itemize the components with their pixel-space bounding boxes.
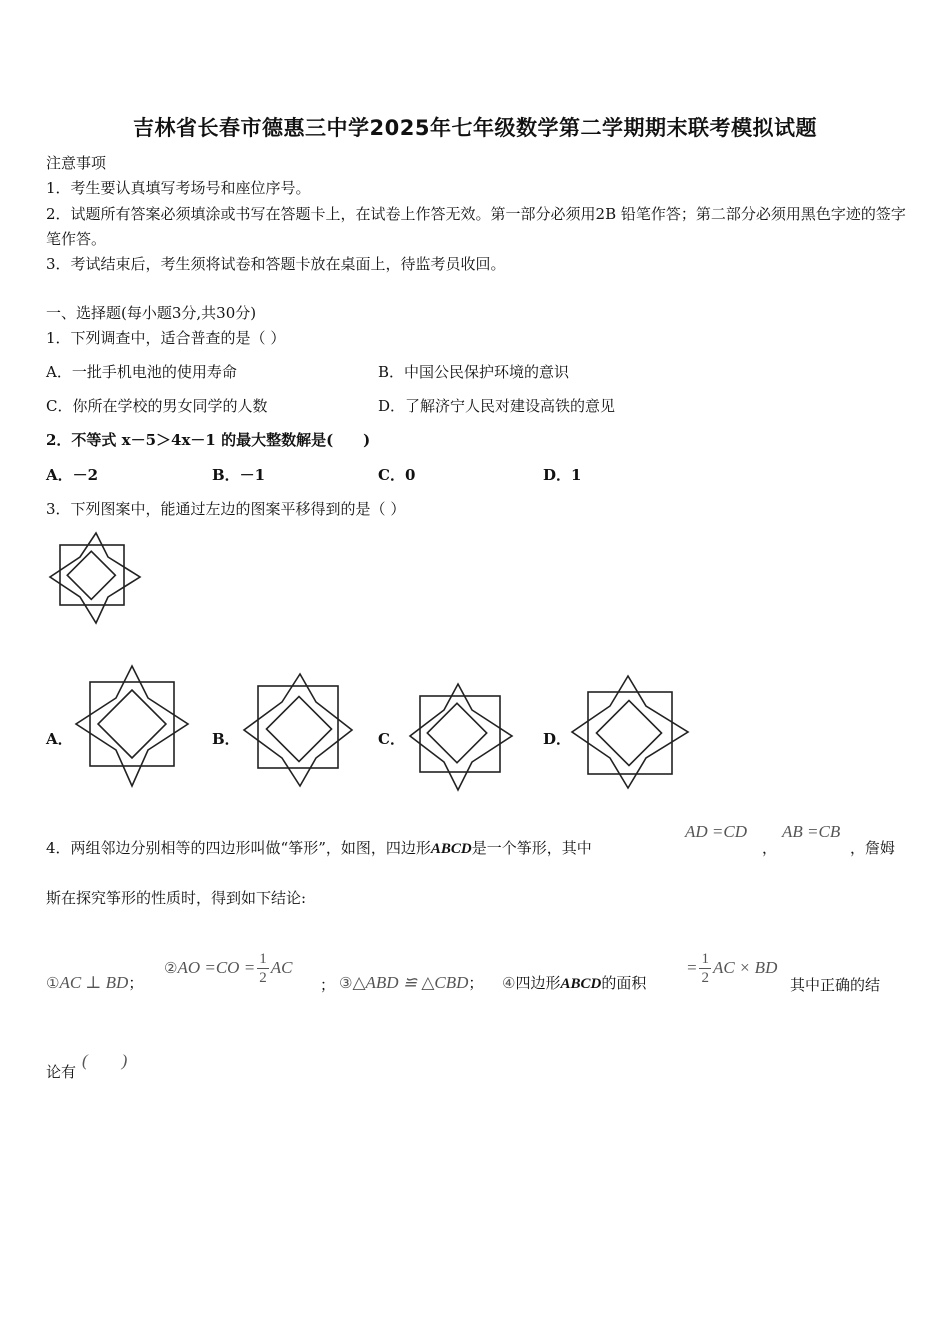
page-title: 吉林省长春市德惠三中学2025年七年级数学第二学期期末联考模拟试题 xyxy=(133,116,817,140)
q1-stem: 1．下列调查中，适合普查的是（ ） xyxy=(46,329,286,347)
q4-conclusion-3 xyxy=(339,972,483,993)
q4-stem-part1: 两组邻边分别相等的四边形叫做“筝形”，如图，四边形 xyxy=(70,839,431,857)
q1-option-d[interactable]: D．了解济宁人民对建设高铁的意见 xyxy=(378,397,616,415)
q2-option-d[interactable]: D．1 xyxy=(543,466,582,484)
q1-option-b[interactable]: B．中国公民保护环境的意识 xyxy=(378,363,570,381)
q4-c4-abcd: ABCD xyxy=(560,976,602,992)
q3-option-c-figure[interactable] xyxy=(406,684,516,792)
q3-a-star xyxy=(76,666,188,786)
q2-option-a[interactable]: A．－2 xyxy=(46,466,99,484)
q3-c-star xyxy=(410,684,512,790)
q2-option-c[interactable]: C．0 xyxy=(378,466,416,484)
q4-c4-text2: 的面积 xyxy=(601,974,647,992)
q4-conclusion-2 xyxy=(164,950,292,987)
q4-line1 xyxy=(46,837,592,858)
q4-answer-paren[interactable]: ( ) xyxy=(82,1051,128,1070)
notice-item-2: 2．试题所有答案必须填涂或书写在答题卡上，在试卷上作答无效。第一部分必须用2B 铅笔作答；第二部分必须用黑色字迹的签字笔作答。 xyxy=(46,205,906,248)
q3-a-square xyxy=(90,682,174,766)
q3-stem: 3．下列图案中，能通过左边的图案平移得到的是（ ） xyxy=(46,500,406,518)
notice-heading: 注意事项 xyxy=(46,154,107,172)
q4-c4-half xyxy=(699,950,711,987)
q4-line2: 斯在探究筝形的性质时，得到如下结论: xyxy=(46,889,307,907)
q4-abcd: ABCD xyxy=(430,841,472,857)
q4-c4-half-den: 2 xyxy=(701,970,709,986)
q4-number: 4． xyxy=(46,839,71,857)
q4-sep-3: ； xyxy=(468,974,484,992)
q3-option-d-label[interactable]: D． xyxy=(543,730,572,748)
q1-option-a[interactable]: A．一批手机电池的使用寿命 xyxy=(46,363,237,381)
q4-c2-num: ② xyxy=(164,959,178,977)
q3-d-square xyxy=(588,692,672,774)
q4-c2-left: AO =CO = xyxy=(177,958,256,977)
q4-conclusion-4 xyxy=(502,972,646,993)
q3-reference-inner xyxy=(67,551,115,599)
q4-c2-half-den: 2 xyxy=(259,970,267,986)
q4-c2-half xyxy=(257,950,269,987)
q4-stem-part3: ，詹姆 xyxy=(850,839,896,857)
q4-c4-area-expr xyxy=(686,950,777,987)
q4-c4-text: 四边形 xyxy=(515,974,561,992)
q1-option-c[interactable]: C．你所在学校的男女同学的人数 xyxy=(46,397,268,415)
q4-c3-num: ③ xyxy=(339,974,353,992)
q3-option-d-figure[interactable] xyxy=(570,676,690,790)
q4-sep-1: ； xyxy=(128,974,144,992)
q4-eq-ab-cb: AB =CB xyxy=(782,822,841,841)
q4-eq-ad-cd: AD =CD xyxy=(685,822,747,841)
q4-line4: 论有 xyxy=(46,1063,77,1081)
q4-conclusion-1 xyxy=(46,972,143,993)
q3-option-a-figure[interactable] xyxy=(74,666,190,788)
q4-c4-right: AC × BD xyxy=(712,958,778,977)
q3-c-inner xyxy=(427,703,486,762)
q4-c4-num: ④ xyxy=(502,974,516,992)
q4-c3-expr: △ABD ≌ △CBD xyxy=(352,973,469,992)
q4-c4-half-num: 1 xyxy=(701,951,709,967)
q4-comma: ， xyxy=(762,839,778,857)
q4-tail: 其中正确的结 xyxy=(790,976,881,994)
q2-option-b[interactable]: B．－1 xyxy=(212,466,266,484)
q3-reference-figure xyxy=(48,533,144,625)
q4-c2-right: AC xyxy=(270,958,293,977)
section-heading: 一、选择题(每小题3分,共30分) xyxy=(46,304,257,322)
notice-item-3: 3．考试结束后，考生须将试卷和答题卡放在桌面上，待监考员收回。 xyxy=(46,255,506,273)
q4-c4-eq: = xyxy=(686,958,698,977)
q3-option-b-figure[interactable] xyxy=(240,672,354,788)
q4-c2-half-num: 1 xyxy=(259,951,267,967)
q3-option-b-label[interactable]: B． xyxy=(212,730,240,748)
q3-option-a-label[interactable]: A． xyxy=(46,730,73,748)
q4-sep-2: ； xyxy=(320,976,336,994)
q2-stem: 2．不等式 x－5＞4x－1 的最大整数解是( ) xyxy=(46,431,371,449)
q3-reference-star xyxy=(50,533,140,623)
q3-b-star xyxy=(244,674,352,786)
q3-option-c-label[interactable]: C． xyxy=(378,730,405,748)
q4-c1-expr: AC ⊥ BD xyxy=(59,973,129,992)
q4-stem-part2: 是一个筝形，其中 xyxy=(471,839,592,857)
q3-a-inner xyxy=(98,690,166,758)
notice-item-1: 1．考生要认真填写考场号和座位序号。 xyxy=(46,179,311,197)
q4-c1-num: ① xyxy=(46,974,60,992)
